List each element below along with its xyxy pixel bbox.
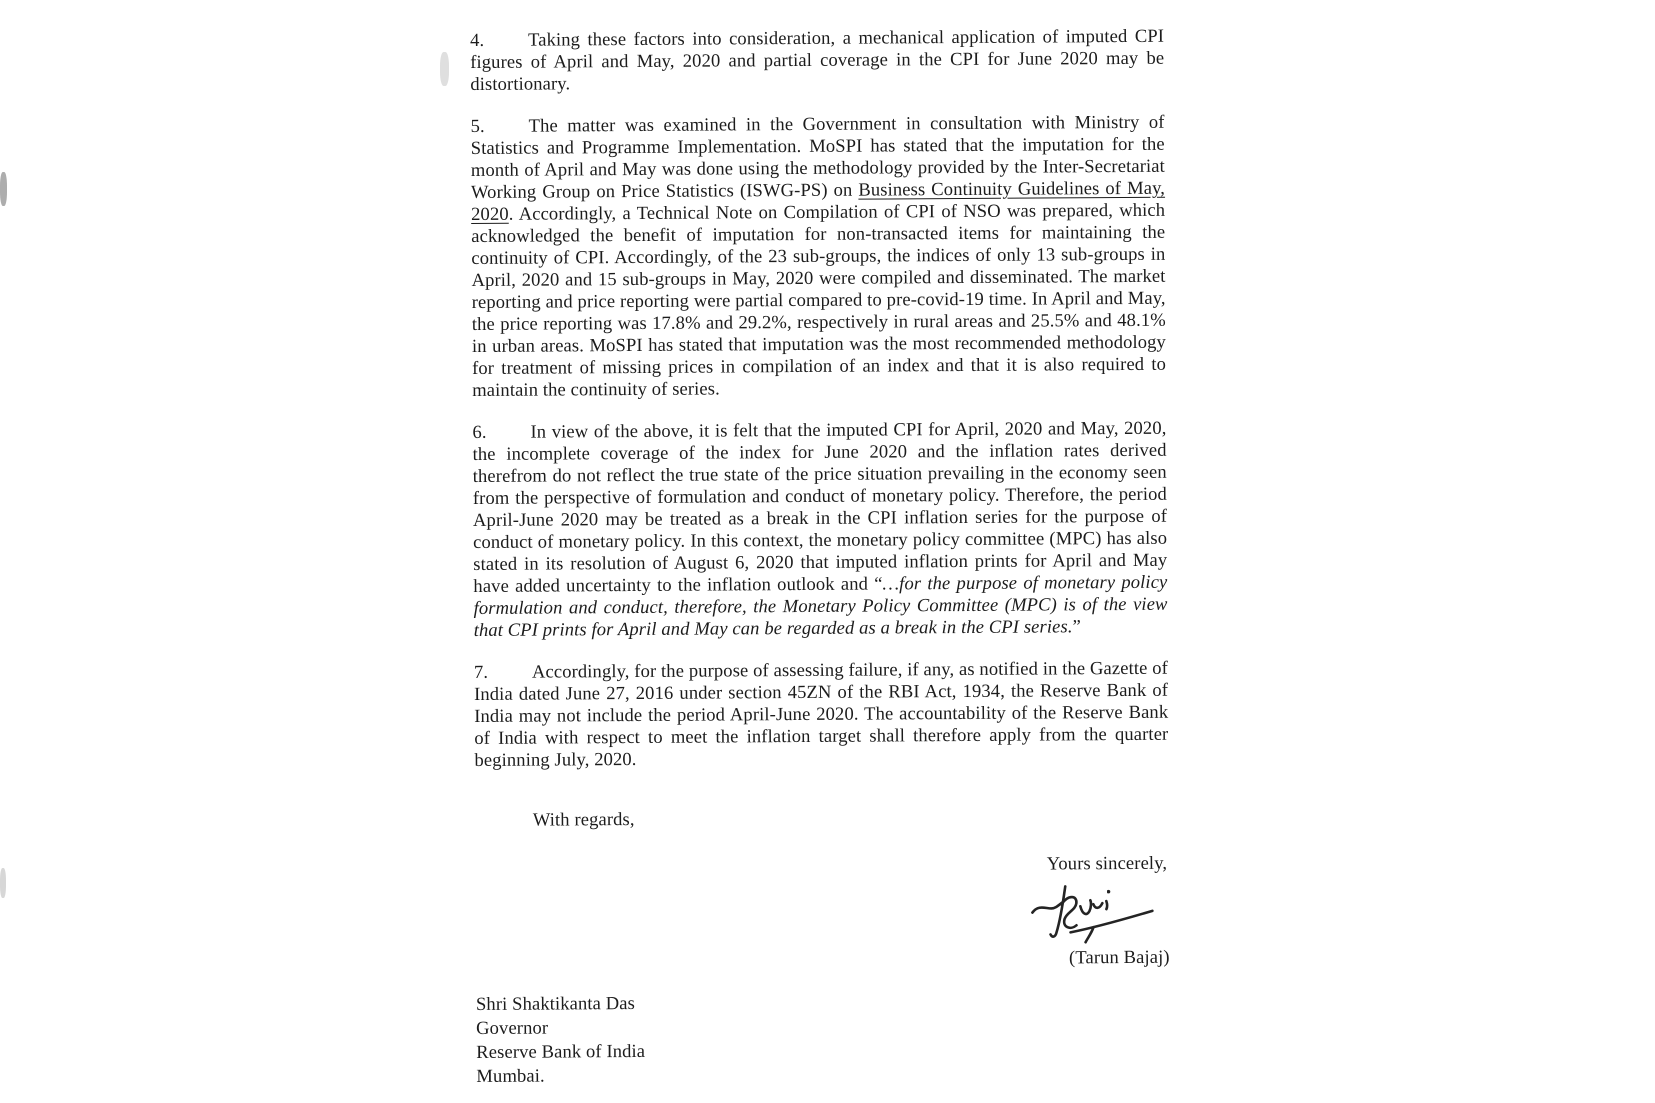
paragraph-5 — [471, 112, 1167, 402]
scan-smudge — [0, 868, 6, 898]
paragraph-number: 7. — [473, 661, 489, 683]
paragraph-number: 4. — [470, 29, 485, 51]
paragraph-7 — [474, 658, 1169, 772]
text-segment: Accordingly, for the purpose of assessing failure, if any, as notified in the Gazette of India dated June 27, 2016 under section 45ZN of the RBI Act, 1934, the Reserve Bank of India may not include the period April-June 2020. The accountability of the Reserve Bank of India with respect to meet the inflation target shall therefore apply from the quarter beginning July, 2020. — [473, 657, 1169, 771]
valediction: Yours sincerely, — [1046, 852, 1168, 875]
text-segment: Business Continuity Guidelines of May, 2020 — [471, 177, 1166, 225]
text-segment: Taking these factors into consideration, a mechanical application of imputed CPI figures of April and May, 2020 and partial coverage in the CPI for June 2020 may be distortionary. — [470, 25, 1165, 95]
signatory-name: (Tarun Bajaj) — [1068, 946, 1170, 969]
scan-smudge — [0, 172, 7, 206]
letter-body — [470, 26, 1170, 1089]
scan-smudge — [440, 52, 449, 86]
recipient-name: Shri Shaktikanta Das — [475, 993, 636, 1015]
paragraph-number: 5. — [470, 115, 485, 137]
recipient-title: Governor — [476, 1017, 549, 1039]
recipient-organization: Reserve Bank of India — [476, 1040, 646, 1063]
text-segment: ” — [1072, 616, 1081, 638]
recipient-city: Mumbai. — [476, 1065, 545, 1087]
paragraph-number: 6. — [472, 421, 487, 443]
paragraph-4 — [470, 26, 1164, 96]
text-segment: …for the purpose of monetary policy formulation and conduct, therefore, the Monetary Policy Committee (MPC) is of the view that CPI prints for April and May can be regarded as a break in the CPI series. — [473, 571, 1168, 641]
text-segment: The matter was examined in the Government in consultation with Ministry of Statistics and Programme Implementation. MoSPI has stated that the imputation for the month of April and May was done using the methodology provided by the Inter-Secretariat Working Group on Price Statistics (ISWG-PS) on — [470, 111, 1165, 203]
paragraph-6 — [472, 418, 1167, 642]
text-segment: . Accordingly, a Technical Note on Compilation of CPI of NSO was prepared, which acknowledged the benefit of imputation for non-transacted items for maintaining the continuity of CPI. Accordingly, of the 23 sub-groups, the indices of only 13 sub-groups in April, 2020 and 15 sub-groups in May, 2020 were compiled and disseminated. The market reporting and price reporting were partial compared to pre-covid-19 time. In April and May, the price reporting was 17.8% and 29.2%, respectively in rural areas and 25.5% and 48.1% in urban areas. MoSPI has stated that imputation was the most recommended methodology for treatment of missing prices in compilation of an index and that it is also required to maintain the continuity of series. — [471, 199, 1167, 401]
signature-image — [1029, 877, 1155, 946]
paragraph-text — [474, 658, 1168, 771]
signature-block — [475, 853, 1170, 973]
paragraph-text — [473, 418, 1168, 641]
paragraph-text — [471, 112, 1166, 401]
recipient-block — [476, 989, 1171, 1089]
text-segment: In view of the above, it is felt that the imputed CPI for April, 2020 and May, 2020, the incomplete coverage of the index for June 2020 and the inflation rates derived therefrom do not reflect the true state of the price situation prevailing in the economy seen from the perspective of formulation and conduct of monetary policy. Therefore, the period April-June 2020 may be treated as a break in the CPI inflation series for the purpose of conduct of monetary policy. In this context, the monetary policy committee (MPC) has also stated in its resolution of August 6, 2020 that imputed inflation prints for April and May have added uncertainty to the inflation outlook and “ — [472, 417, 1168, 597]
closing-line: With regards, — [532, 809, 635, 831]
paragraph-text — [470, 26, 1164, 95]
